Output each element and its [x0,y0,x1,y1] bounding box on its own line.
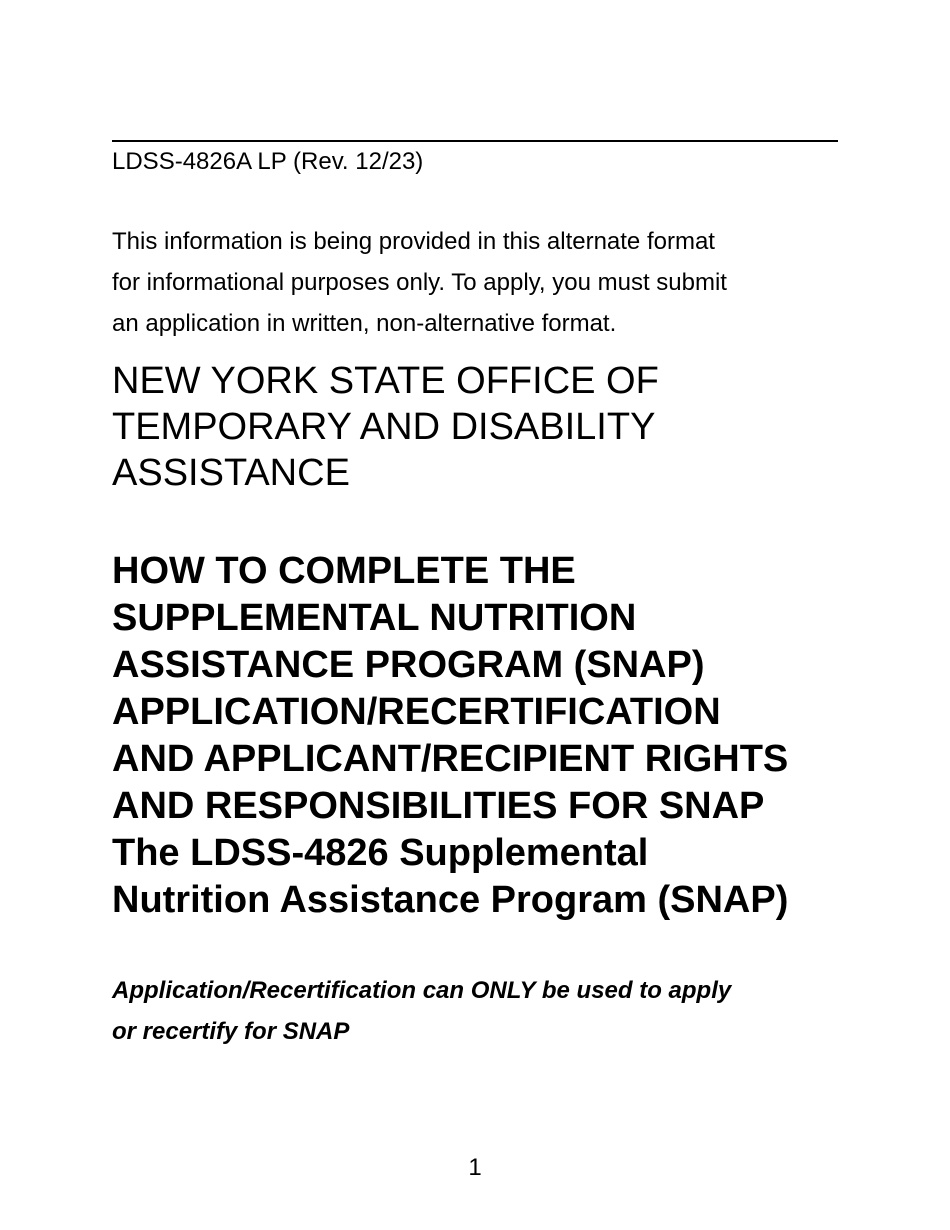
title-line: ASSISTANCE PROGRAM (SNAP) [112,644,705,686]
form-identifier: LDSS-4826A LP (Rev. 12/23) [112,148,424,175]
title-line: APPLICATION/RECERTIFICATION [112,691,721,733]
agency-line: ASSISTANCE [112,452,350,494]
agency-line: NEW YORK STATE OFFICE OF [112,360,659,402]
intro-line: for informational purposes only. To apply, you must submit [112,269,727,296]
note-line: or recertify for SNAP [112,1018,350,1045]
title-line: Nutrition Assistance Program (SNAP) [112,879,789,921]
document-title [112,548,872,924]
agency-heading [112,358,852,496]
title-line: AND APPLICANT/RECIPIENT RIGHTS [112,738,789,780]
intro-paragraph [112,221,852,344]
note-line: Application/Recertification can ONLY be used to apply [112,977,732,1004]
title-line: AND RESPONSIBILITIES FOR SNAP [112,785,765,827]
header-rule [112,140,838,142]
intro-line: This information is being provided in this alternate format [112,228,715,255]
intro-line: an application in written, non-alternative format. [112,310,617,337]
agency-line: TEMPORARY AND DISABILITY [112,406,656,448]
usage-note [112,970,872,1052]
title-line: HOW TO COMPLETE THE [112,550,576,592]
title-line: The LDSS-4826 Supplemental [112,832,649,874]
title-line: SUPPLEMENTAL NUTRITION [112,597,637,639]
page-number: 1 [468,1154,482,1181]
